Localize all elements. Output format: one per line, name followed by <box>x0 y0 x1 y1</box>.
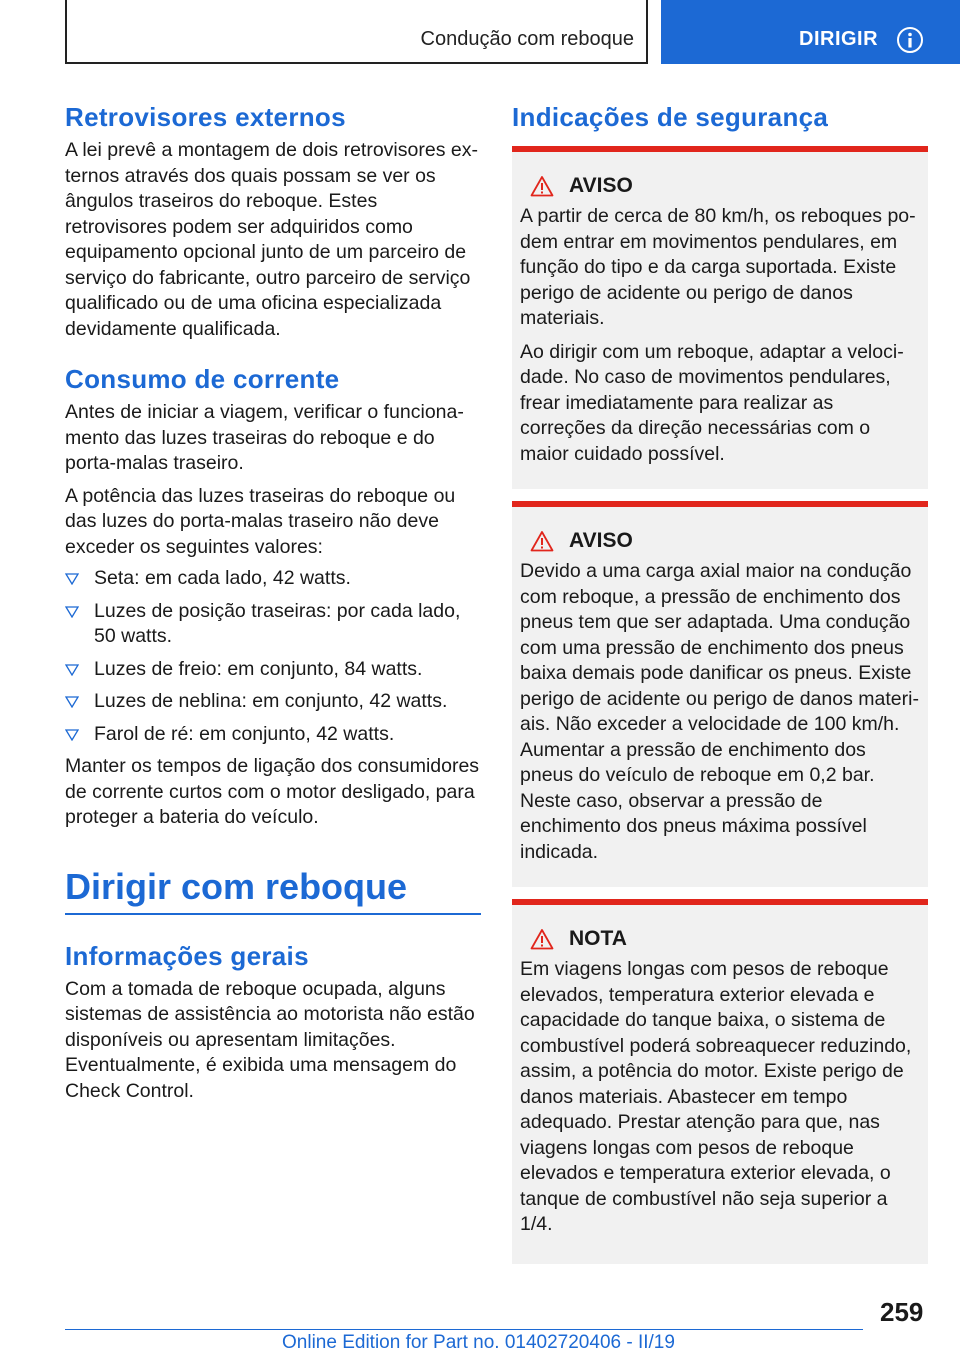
header-chapter-title: DIRIGIR <box>799 28 879 50</box>
warning-triangle-icon <box>530 928 554 950</box>
warning-triangle-icon <box>530 175 554 197</box>
list-item-text: Farol de ré: em conjunto, 42 watts. <box>94 722 395 745</box>
warning-triangle-icon <box>530 530 554 552</box>
note-box-title <box>520 925 920 953</box>
left-column <box>65 100 481 1104</box>
triangle-bullet-icon <box>65 664 79 676</box>
right-column <box>512 100 928 1264</box>
list-item-text: Luzes de freio: em conjunto, 84 watts. <box>94 657 423 680</box>
note-box-paragraph-1: Em viagens longas com pesos de reboque elevados, temperatura exterior elevada e capacidade do tanque baixa, o sistema de combustível poderá sobreaquecer reduzindo, assim, a potência do motor. Existe perigo de danos materiais. Abastecer em tempo adequado. Prestar atenção para que, nas viagens longas com pesos de reboque elevados e temperatura exterior elevada, o tanque de combustível não seja superior a 1/4. <box>520 958 912 1235</box>
mirrors-heading: Retrovisores externos <box>65 102 346 132</box>
general-heading: Informações gerais <box>65 940 309 971</box>
warning-box-1-label: AVISO <box>569 174 633 197</box>
list-item <box>65 599 481 650</box>
list-item <box>65 566 481 592</box>
header-section-tab <box>65 0 648 64</box>
info-icon[interactable] <box>896 26 924 54</box>
warning-box-1 <box>512 146 928 489</box>
triangle-bullet-icon <box>65 696 79 708</box>
warning-box-2 <box>512 501 928 887</box>
page-number: 259 <box>880 1297 924 1327</box>
triangle-bullet-icon <box>65 573 79 585</box>
warning-box-2-title <box>520 527 920 555</box>
current-paragraph-3: Manter os tempos de ligação dos consumidores de corrente curtos com o motor desligado, para proteger a bateria do veículo. <box>65 755 480 828</box>
list-item-text: Seta: em cada lado, 42 watts. <box>94 567 351 589</box>
triangle-bullet-icon <box>65 729 79 741</box>
current-heading: Consumo de corrente <box>65 364 340 394</box>
footer-divider <box>65 1329 863 1330</box>
header-section-title: Condução com reboque <box>420 28 634 50</box>
list-item <box>65 689 481 715</box>
warning-box-1-paragraph-2: Ao dirigir com um reboque, adaptar a velocidade. No caso de movimentos pendulares, frear imediatamente para realizar as correções da direção necessárias com o maior cuidado possível. <box>520 340 904 465</box>
list-item-text: Luzes de posição traseiras: por cada lado, 50 watts. <box>94 599 461 647</box>
mirrors-text: A lei prevê a montagem de dois retrovisores externos através dos quais possam se ver os ângulos traseiros do reboque. Estes retrovisores podem ser adquiridos como equipamento opcional junto de um parceiro de serviço do fabricante, outro parceiro de serviço qualificado ou de uma oficina especializada devidamente qualificada. <box>65 139 478 340</box>
list-item <box>65 657 481 683</box>
list-item <box>65 722 481 748</box>
footer-edition: Online Edition for Part no. 01402720406 - II/19 <box>282 1332 675 1353</box>
list-item-text: Luzes de neblina: em conjunto, 42 watts. <box>94 690 448 712</box>
wattage-list <box>65 566 481 747</box>
warning-box-1-title <box>520 172 920 200</box>
note-box <box>512 899 928 1264</box>
warning-box-2-paragraph-1: Devido a uma carga axial maior na condução com reboque, a pressão de enchimento dos pneus tem que ser adaptada. Uma condução com uma pressão de enchimento dos pneus baixa demais pode danificar os pneus. Existe perigo de acidente ou perigo de danos materiais. Não exceder a velocidade de 100 km/h. Aumentar a pressão de enchimento dos pneus do veículo de reboque em 0,2 bar. Neste caso, observar a pressão de enchimento dos pneus máxima possível indicada. <box>520 560 919 863</box>
header-chapter-tab[interactable] <box>661 0 960 64</box>
main-heading: Dirigir com reboque <box>65 865 481 915</box>
note-box-label: NOTA <box>569 927 627 950</box>
current-paragraph-1: Antes de iniciar a viagem, verificar o funcionamento das luzes traseiras do reboque e do porta-malas traseiro. <box>65 401 464 474</box>
safety-heading: Indicações de segurança <box>512 102 829 132</box>
triangle-bullet-icon <box>65 606 79 618</box>
warning-box-2-label: AVISO <box>569 529 633 552</box>
warning-box-1-paragraph-1: A partir de cerca de 80 km/h, os reboques podem entrar em movimentos pendulares, em função do tipo e da carga suportada. Existe perigo de acidente ou perigo de danos materiais. <box>520 205 916 329</box>
general-text: Com a tomada de reboque ocupada, alguns sistemas de assistência ao motorista não estão disponíveis ou apresentam limitações. Eventualmente, é exibida uma mensagem do Check Control. <box>65 977 475 1102</box>
current-paragraph-2: A potência das luzes traseiras do reboque ou das luzes do porta-malas traseiro não deve exceder os seguintes valores: <box>65 484 456 558</box>
